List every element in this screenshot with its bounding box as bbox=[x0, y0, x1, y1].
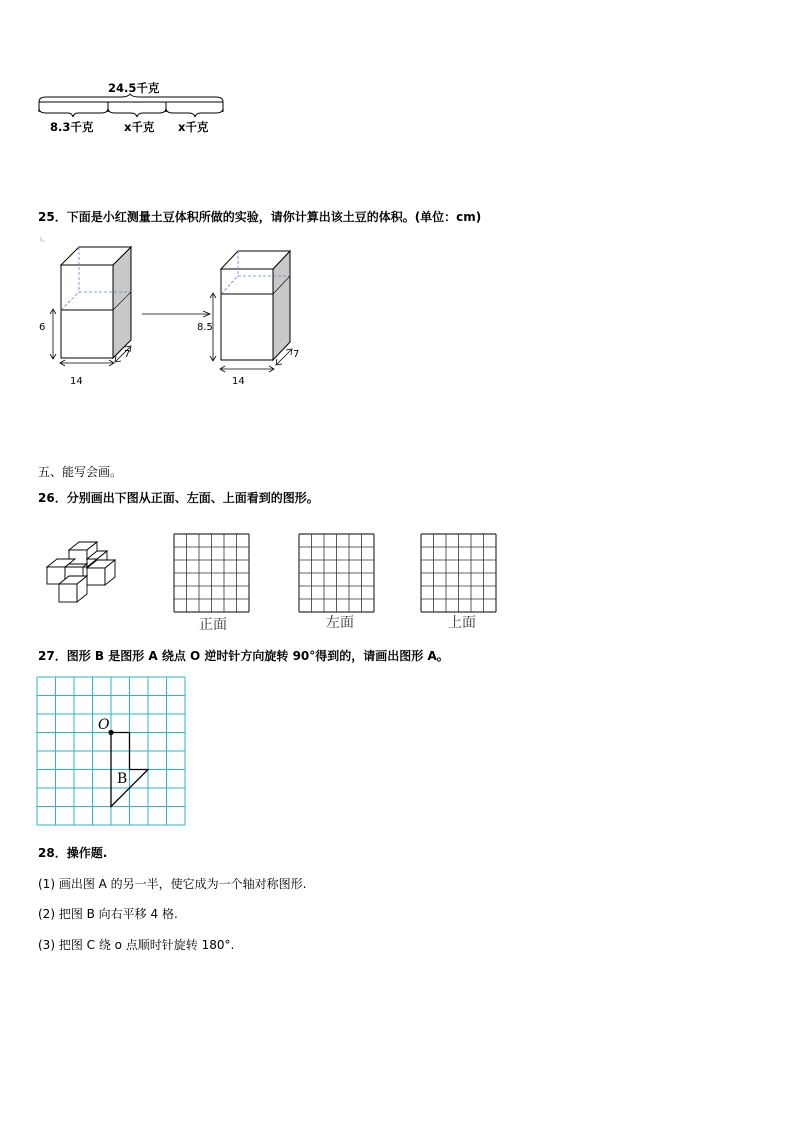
left-height-label: 6 bbox=[39, 322, 46, 333]
question-28-text: 28．操作题. bbox=[38, 846, 108, 860]
point-o-label: O bbox=[98, 717, 110, 733]
section-5-title: 五、能写会画。 bbox=[38, 465, 123, 479]
left-view-label: 左面 bbox=[326, 615, 354, 631]
question-28-item-1: (1) 画出图 A 的另一半，使它成为一个轴对称图形. bbox=[38, 877, 307, 891]
rotation-grid bbox=[37, 677, 187, 827]
top-view-grid bbox=[421, 534, 499, 614]
left-width-label: 14 bbox=[70, 376, 83, 387]
question-26-text: 26．分别画出下图从正面、左面、上面看到的图形。 bbox=[38, 491, 319, 505]
question-28-item-2: (2) 把图 B 向右平移 4 格. bbox=[38, 907, 178, 921]
front-view-grid bbox=[174, 534, 252, 614]
right-height-label: 8.5 bbox=[197, 322, 213, 333]
left-depth-label: 7 bbox=[124, 349, 131, 360]
segment2-label: x千克 bbox=[124, 120, 155, 134]
right-width-label: 14 bbox=[232, 376, 245, 387]
question-25-text: 25．下面是小红测量土豆体积所做的实验，请你计算出该土豆的体积。(单位：cm) bbox=[38, 210, 482, 224]
shape-b-label: B bbox=[117, 771, 128, 787]
segment3-label: x千克 bbox=[178, 120, 209, 134]
segment1-label: 8.3千克 bbox=[50, 120, 94, 134]
front-view-label: 正面 bbox=[199, 617, 227, 633]
right-container bbox=[210, 251, 292, 372]
cube-stack-figure bbox=[42, 540, 132, 620]
potato-experiment-figure bbox=[36, 235, 336, 395]
right-depth-label: 7 bbox=[293, 349, 300, 360]
question-27-text: 27．图形 B 是图形 A 绕点 O 逆时针方向旋转 90°得到的，请画出图形 A。 bbox=[38, 649, 449, 663]
left-view-grid bbox=[299, 534, 377, 614]
left-container bbox=[50, 247, 131, 366]
top-view-label: 上面 bbox=[448, 615, 476, 631]
question-28-item-3: (3) 把图 C 绕 o 点顺时针旋转 180°. bbox=[38, 938, 235, 952]
total-weight-label: 24.5千克 bbox=[108, 81, 160, 95]
